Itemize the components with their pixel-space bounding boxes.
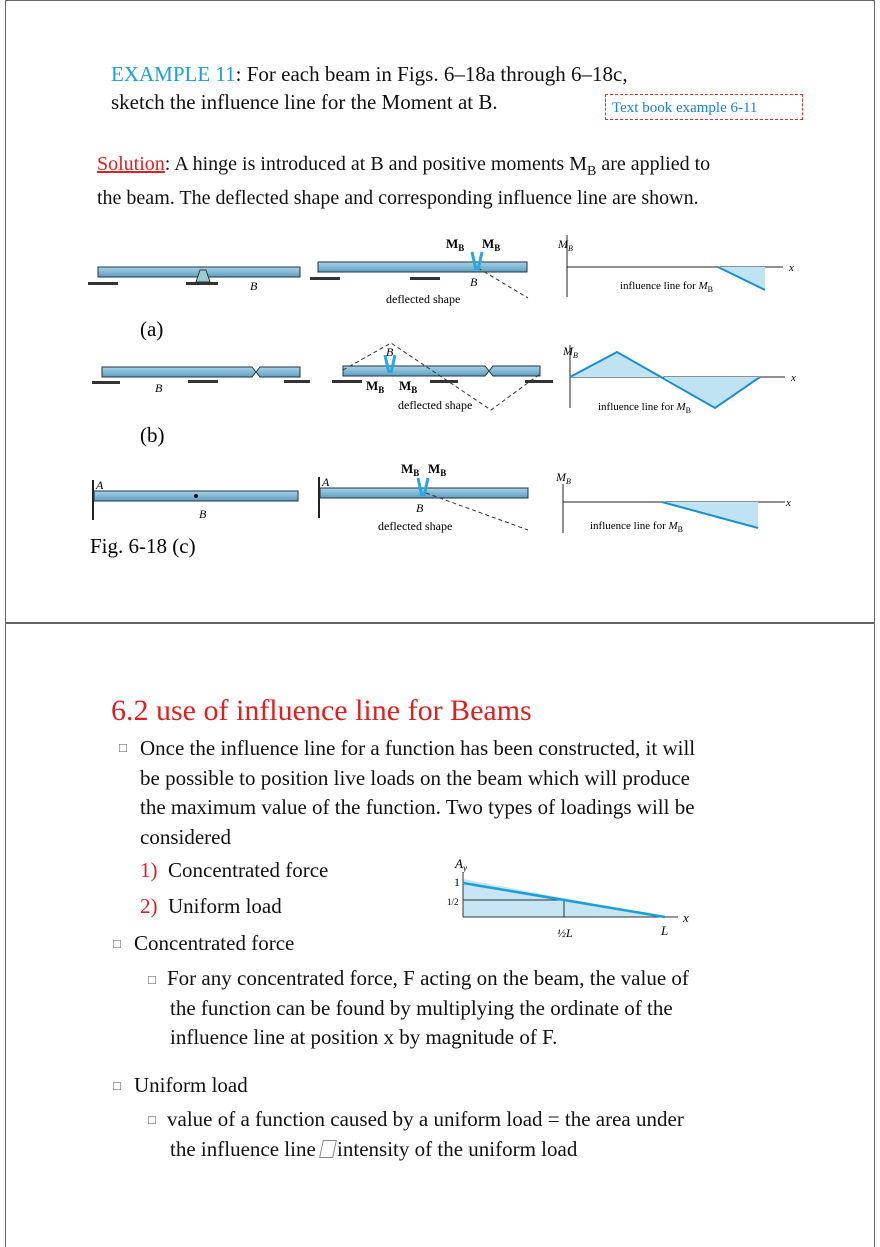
square-bullet-icon: □ — [113, 1078, 121, 1093]
svg-text:influence line for MB: influence line for $M_B$ — [598, 401, 692, 415]
point-b-label: B — [155, 381, 163, 395]
svg-text:1: 1 — [454, 875, 460, 889]
beam-a — [88, 267, 300, 293]
solution-text: are applied to — [596, 153, 711, 175]
svg-text:MB: $M_B$ — [399, 378, 418, 395]
square-bullet-icon: □ — [148, 1112, 156, 1127]
section-title: 6.2 use of influence line for Beams — [111, 694, 532, 727]
svg-text:A: A — [322, 475, 330, 489]
square-bullet-icon: □ — [113, 936, 121, 951]
svg-text:MB: $M_B$ — [558, 237, 573, 253]
label-b: (b) — [140, 423, 165, 447]
textbook-reference: Text book example 6-11 — [605, 94, 803, 120]
influence-line-b — [562, 344, 796, 415]
example-text: : For each beam in Figs. 6–18a through 6–18c, — [235, 62, 628, 86]
uniform-text — [167, 1105, 684, 1164]
text-line: value of a function caused by a uniform load = the area under — [167, 1107, 684, 1131]
moment-label: $M_B$ — [446, 236, 465, 253]
solution-text: : A hinge is introduced at B and positive moments M — [164, 153, 587, 175]
svg-text:1/2: 1/2 — [447, 897, 459, 907]
svg-text:B: B — [416, 501, 424, 515]
svg-text:A: A — [96, 478, 104, 492]
text-line: influence line at position x by magnitude of F. — [170, 1025, 558, 1049]
svg-text:x: x — [683, 910, 689, 925]
fig-6-18 — [0, 0, 880, 622]
square-bullet-icon: □ — [119, 740, 127, 755]
concentrated-heading: Concentrated force — [134, 931, 295, 955]
solution-text-2: the beam. The deflected shape and corresponding influence line are shown. — [97, 187, 699, 209]
moment-label: $M_B$ — [482, 236, 501, 253]
list-item: 1) Concentrated force — [140, 858, 329, 882]
svg-text:½L: ½L — [557, 926, 573, 940]
point-b-label: B — [470, 275, 478, 289]
svg-text:MB: $M_B$ — [401, 461, 420, 478]
deflected-shape-label: deflected shape — [386, 292, 461, 306]
concentrated-text — [167, 964, 689, 1053]
para-line: the maximum value of the function. Two types of loadings will be — [140, 795, 695, 819]
svg-text:influence line for MB: influence line for $M_B$ — [590, 520, 684, 534]
svg-text:MB: $M_B$ — [366, 378, 385, 395]
beam-c — [93, 478, 298, 521]
para-line: Once the influence line for a function has been constructed, it will — [140, 736, 696, 760]
solution-label: Solution — [97, 153, 165, 175]
svg-text:B: B — [386, 345, 394, 359]
svg-text:deflected shape: deflected shape — [398, 398, 473, 412]
svg-text:deflected shape: deflected shape — [378, 519, 453, 533]
svg-text:L: L — [661, 923, 669, 938]
svg-text:influence line for MB: influence line for $M_B$ — [620, 280, 714, 294]
svg-text:B: B — [199, 507, 207, 521]
square-bullet-icon: □ — [148, 972, 156, 987]
svg-text:MB: $M_B$ — [556, 470, 571, 486]
beam-b — [92, 367, 310, 395]
example-label: EXAMPLE 11 — [111, 62, 236, 86]
point-b-label: B — [250, 279, 258, 293]
svg-text:x: x — [786, 497, 791, 509]
text-line: For any concentrated force, F acting on the beam, the value of — [167, 966, 689, 990]
deflected-a — [310, 236, 528, 306]
text-line: the function can be found by multiplying the ordinate of the — [170, 995, 673, 1020]
influence-line-graph-ay — [420, 845, 710, 955]
list-item: 2) Uniform load — [140, 894, 282, 918]
para-line: be possible to position live loads on the beam which will produce — [140, 765, 690, 790]
deflected-c — [319, 461, 528, 533]
example-text-2: sketch the influence line for the Moment at B. — [111, 90, 498, 114]
svg-text:MB: $M_B$ — [563, 344, 578, 360]
deflected-b — [332, 343, 553, 412]
subscript: B — [586, 164, 597, 179]
intro-paragraph — [140, 734, 695, 852]
para-line: considered — [140, 824, 231, 849]
influence-line-a — [557, 235, 794, 297]
influence-line-c — [555, 470, 791, 534]
svg-text:x: x — [791, 372, 796, 384]
uniform-heading: Uniform load — [134, 1073, 248, 1097]
figure-caption: Fig. 6-18 (c) — [90, 534, 196, 558]
svg-text:MB: $M_B$ — [428, 461, 447, 478]
svg-text:x: x — [789, 262, 794, 274]
label-a: (a) — [140, 317, 164, 341]
missing-glyph-icon — [319, 1140, 337, 1158]
text-line: the influence line intensity of the uniform load — [170, 1136, 578, 1161]
svg-text:Ay: $A_y$ — [455, 856, 467, 873]
